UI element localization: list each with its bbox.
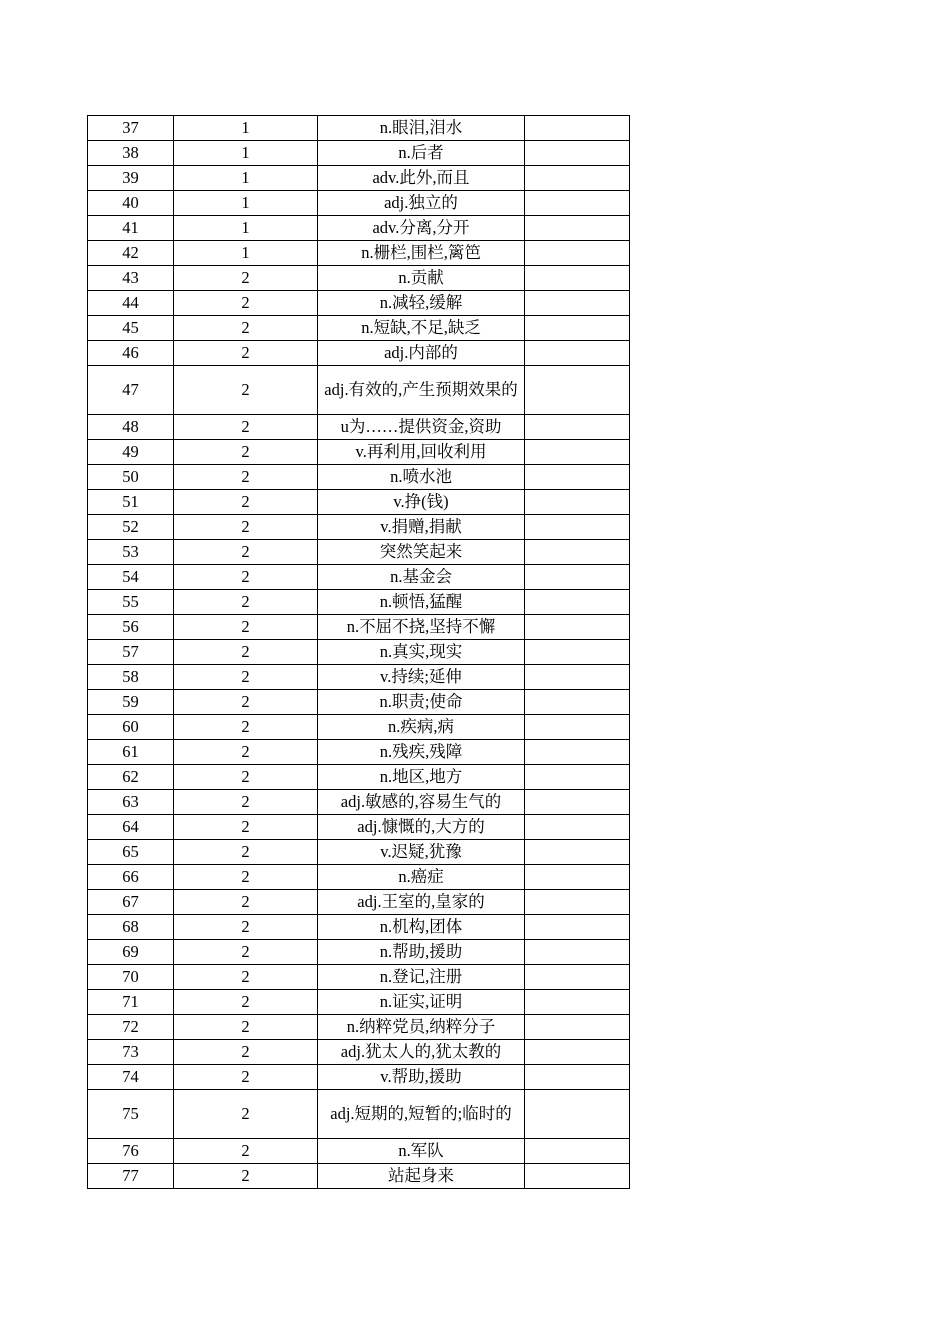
table-row [88,116,630,141]
table-row [88,565,630,590]
meaning-cell: adj.短期的,短暂的;临时的 [318,1090,525,1139]
table-row [88,590,630,615]
table-row [88,1065,630,1090]
row-number-cell: 52 [88,515,174,540]
table-row [88,690,630,715]
meaning-cell: n.真实,现实 [318,640,525,665]
level-cell: 2 [174,316,318,341]
meaning-cell: n.纳粹党员,纳粹分子 [318,1015,525,1040]
row-number-cell: 39 [88,166,174,191]
blank-cell [525,166,630,191]
blank-cell [525,465,630,490]
table-row [88,415,630,440]
meaning-cell: n.职责;使命 [318,690,525,715]
row-number-cell: 77 [88,1164,174,1189]
table-row [88,615,630,640]
row-number-cell: 57 [88,640,174,665]
meaning-cell: adv.分离,分开 [318,216,525,241]
table-row [88,1164,630,1189]
meaning-cell: v.持续;延伸 [318,665,525,690]
meaning-cell: n.不屈不挠,坚持不懈 [318,615,525,640]
table-row [88,715,630,740]
table-row [88,1040,630,1065]
blank-cell [525,690,630,715]
table-row [88,515,630,540]
blank-cell [525,815,630,840]
table-row [88,1139,630,1164]
meaning-cell: n.栅栏,围栏,篱笆 [318,241,525,266]
row-number-cell: 44 [88,291,174,316]
meaning-cell: n.眼泪,泪水 [318,116,525,141]
level-cell: 2 [174,840,318,865]
level-cell: 2 [174,790,318,815]
table-row [88,465,630,490]
table-row [88,266,630,291]
blank-cell [525,915,630,940]
meaning-cell: adj.独立的 [318,191,525,216]
meaning-cell: n.癌症 [318,865,525,890]
table-row [88,1090,630,1139]
table-row [88,291,630,316]
row-number-cell: 41 [88,216,174,241]
blank-cell [525,216,630,241]
level-cell: 2 [174,366,318,415]
meaning-cell: n.地区,地方 [318,765,525,790]
row-number-cell: 76 [88,1139,174,1164]
row-number-cell: 71 [88,990,174,1015]
meaning-cell: n.疾病,病 [318,715,525,740]
meaning-cell: v.迟疑,犹豫 [318,840,525,865]
blank-cell [525,540,630,565]
blank-cell [525,965,630,990]
meaning-cell: n.后者 [318,141,525,166]
meaning-cell: n.机构,团体 [318,915,525,940]
blank-cell [525,1090,630,1139]
meaning-cell: v.捐赠,捐献 [318,515,525,540]
blank-cell [525,241,630,266]
table-row [88,640,630,665]
blank-cell [525,515,630,540]
row-number-cell: 66 [88,865,174,890]
level-cell: 2 [174,640,318,665]
row-number-cell: 46 [88,341,174,366]
blank-cell [525,590,630,615]
level-cell: 2 [174,1139,318,1164]
blank-cell [525,490,630,515]
blank-cell [525,565,630,590]
blank-cell [525,715,630,740]
row-number-cell: 59 [88,690,174,715]
level-cell: 2 [174,1015,318,1040]
level-cell: 2 [174,765,318,790]
table-row [88,216,630,241]
table-row [88,490,630,515]
blank-cell [525,615,630,640]
meaning-cell: n.残疾,残障 [318,740,525,765]
row-number-cell: 50 [88,465,174,490]
row-number-cell: 38 [88,141,174,166]
row-number-cell: 69 [88,940,174,965]
meaning-cell: n.登记,注册 [318,965,525,990]
vocabulary-table [87,115,630,1189]
meaning-cell: n.帮助,援助 [318,940,525,965]
blank-cell [525,316,630,341]
meaning-cell: adj.敏感的,容易生气的 [318,790,525,815]
row-number-cell: 75 [88,1090,174,1139]
table-row [88,740,630,765]
meaning-cell: v.再利用,回收利用 [318,440,525,465]
table-row [88,840,630,865]
level-cell: 2 [174,465,318,490]
blank-cell [525,890,630,915]
blank-cell [525,116,630,141]
row-number-cell: 60 [88,715,174,740]
row-number-cell: 73 [88,1040,174,1065]
row-number-cell: 58 [88,665,174,690]
blank-cell [525,415,630,440]
level-cell: 2 [174,890,318,915]
level-cell: 2 [174,815,318,840]
level-cell: 2 [174,440,318,465]
level-cell: 2 [174,690,318,715]
blank-cell [525,440,630,465]
level-cell: 2 [174,291,318,316]
table-row [88,965,630,990]
blank-cell [525,1015,630,1040]
level-cell: 2 [174,915,318,940]
level-cell: 2 [174,266,318,291]
row-number-cell: 48 [88,415,174,440]
vocabulary-table-body [88,116,630,1189]
table-row [88,191,630,216]
blank-cell [525,940,630,965]
meaning-cell: adj.内部的 [318,341,525,366]
meaning-cell: adj.有效的,产生预期效果的 [318,366,525,415]
row-number-cell: 53 [88,540,174,565]
blank-cell [525,1139,630,1164]
level-cell: 1 [174,241,318,266]
row-number-cell: 63 [88,790,174,815]
table-row [88,790,630,815]
row-number-cell: 54 [88,565,174,590]
table-row [88,141,630,166]
level-cell: 1 [174,116,318,141]
table-row [88,915,630,940]
level-cell: 2 [174,540,318,565]
level-cell: 1 [174,141,318,166]
meaning-cell: adv.此外,而且 [318,166,525,191]
level-cell: 2 [174,990,318,1015]
meaning-cell: u为……提供资金,资助 [318,415,525,440]
table-row [88,316,630,341]
blank-cell [525,990,630,1015]
blank-cell [525,141,630,166]
table-row [88,366,630,415]
row-number-cell: 64 [88,815,174,840]
row-number-cell: 43 [88,266,174,291]
level-cell: 2 [174,1040,318,1065]
table-row [88,440,630,465]
meaning-cell: 突然笑起来 [318,540,525,565]
level-cell: 2 [174,1090,318,1139]
row-number-cell: 70 [88,965,174,990]
level-cell: 2 [174,965,318,990]
level-cell: 2 [174,865,318,890]
level-cell: 2 [174,740,318,765]
table-row [88,765,630,790]
row-number-cell: 62 [88,765,174,790]
blank-cell [525,840,630,865]
table-row [88,865,630,890]
row-number-cell: 74 [88,1065,174,1090]
blank-cell [525,1065,630,1090]
level-cell: 2 [174,341,318,366]
row-number-cell: 42 [88,241,174,266]
blank-cell [525,865,630,890]
meaning-cell: 站起身来 [318,1164,525,1189]
row-number-cell: 56 [88,615,174,640]
level-cell: 2 [174,590,318,615]
table-row [88,890,630,915]
blank-cell [525,266,630,291]
blank-cell [525,765,630,790]
blank-cell [525,640,630,665]
blank-cell [525,191,630,216]
row-number-cell: 37 [88,116,174,141]
meaning-cell: n.减轻,缓解 [318,291,525,316]
blank-cell [525,740,630,765]
meaning-cell: n.军队 [318,1139,525,1164]
meaning-cell: adj.犹太人的,犹太教的 [318,1040,525,1065]
level-cell: 2 [174,415,318,440]
meaning-cell: adj.王室的,皇家的 [318,890,525,915]
row-number-cell: 45 [88,316,174,341]
blank-cell [525,291,630,316]
level-cell: 2 [174,665,318,690]
meaning-cell: v.挣(钱) [318,490,525,515]
level-cell: 1 [174,191,318,216]
blank-cell [525,1040,630,1065]
row-number-cell: 65 [88,840,174,865]
row-number-cell: 72 [88,1015,174,1040]
table-row [88,341,630,366]
row-number-cell: 55 [88,590,174,615]
row-number-cell: 51 [88,490,174,515]
meaning-cell: n.证实,证明 [318,990,525,1015]
table-row [88,990,630,1015]
blank-cell [525,366,630,415]
row-number-cell: 68 [88,915,174,940]
meaning-cell: v.帮助,援助 [318,1065,525,1090]
table-row [88,166,630,191]
row-number-cell: 61 [88,740,174,765]
table-row [88,815,630,840]
meaning-cell: n.贡献 [318,266,525,291]
level-cell: 2 [174,490,318,515]
meaning-cell: n.顿悟,猛醒 [318,590,525,615]
level-cell: 1 [174,166,318,191]
table-row [88,241,630,266]
level-cell: 1 [174,216,318,241]
row-number-cell: 49 [88,440,174,465]
level-cell: 2 [174,1065,318,1090]
table-row [88,665,630,690]
meaning-cell: n.喷水池 [318,465,525,490]
row-number-cell: 67 [88,890,174,915]
level-cell: 2 [174,1164,318,1189]
row-number-cell: 47 [88,366,174,415]
blank-cell [525,790,630,815]
table-row [88,540,630,565]
level-cell: 2 [174,515,318,540]
row-number-cell: 40 [88,191,174,216]
blank-cell [525,1164,630,1189]
meaning-cell: n.基金会 [318,565,525,590]
level-cell: 2 [174,565,318,590]
table-row [88,940,630,965]
blank-cell [525,665,630,690]
level-cell: 2 [174,715,318,740]
table-row [88,1015,630,1040]
level-cell: 2 [174,940,318,965]
meaning-cell: n.短缺,不足,缺乏 [318,316,525,341]
meaning-cell: adj.慷慨的,大方的 [318,815,525,840]
blank-cell [525,341,630,366]
level-cell: 2 [174,615,318,640]
